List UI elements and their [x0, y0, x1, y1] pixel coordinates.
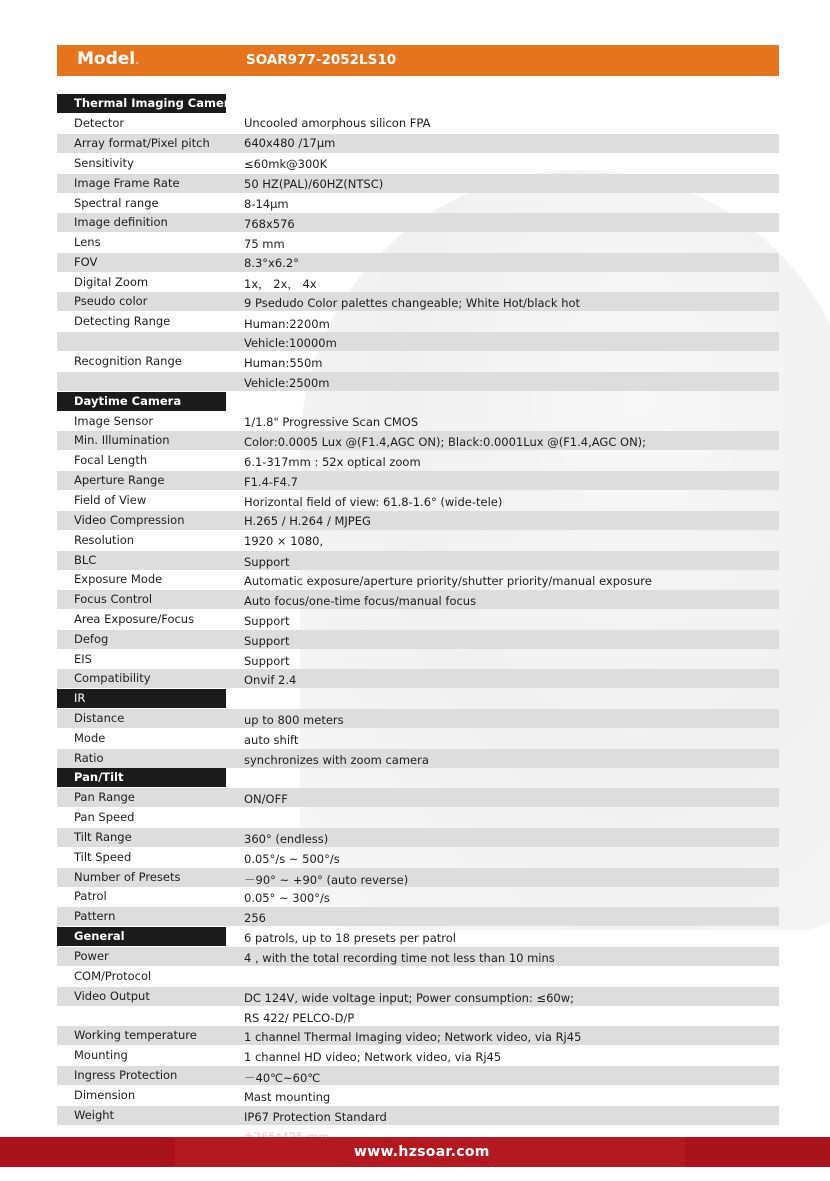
footer-url: www.hzsoar.com — [354, 1144, 490, 1160]
spec-value: DC 124V, wide voltage input; Power consumption: ≤60w; — [244, 991, 574, 1005]
spec-row: Tilt Speed — [74, 850, 132, 864]
spec-row: Working temperature — [57, 1026, 779, 1045]
spec-value: F1.4-F4.7 — [244, 475, 298, 489]
spec-row: Patrol — [74, 889, 107, 903]
spec-row: Image definition — [57, 213, 779, 232]
spec-value: H.265 / H.264 / MJPEG — [244, 514, 371, 528]
spec-row: Resolution — [74, 533, 135, 547]
spec-row: Defog — [57, 630, 779, 649]
footer-left-block — [0, 1137, 175, 1167]
spec-row: Detecting Range — [74, 314, 171, 328]
spec-row: Distance — [57, 709, 779, 728]
spec-row: Weight — [57, 1106, 779, 1125]
spec-value: 640x480 /17μm — [244, 136, 336, 150]
spec-row: Pan Range — [57, 788, 779, 807]
spec-value: 8-14μm — [244, 197, 289, 211]
spec-row: Focal Length — [74, 453, 148, 467]
spec-row: EIS — [74, 652, 92, 666]
spec-row: Field of View — [74, 493, 147, 507]
spec-value: Support — [244, 614, 290, 628]
spec-row: Sensitivity — [74, 156, 134, 170]
spec-value: 50 HZ(PAL)/60HZ(NTSC) — [244, 177, 384, 191]
spec-row: Array format/Pixel pitch — [57, 134, 779, 153]
spec-row: Min. Illumination — [57, 431, 779, 450]
section-general: General — [57, 927, 226, 946]
spec-row: Detector — [74, 116, 125, 130]
spec-value: Human:550m — [244, 356, 323, 370]
spec-value: ≤60mk@300K — [244, 157, 328, 171]
spec-row: Mounting — [74, 1048, 128, 1062]
spec-value: up to 800 meters — [244, 713, 344, 727]
spec-value: Color:0.0005 Lux @(F1.4,AGC ON); Black:0.0001Lux @(F1.4,AGC ON); — [244, 435, 647, 449]
spec-row: Mode — [74, 731, 106, 745]
spec-value: 1 channel Thermal Imaging video; Network video, via Rj45 — [244, 1030, 582, 1044]
spec-value: Automatic exposure/aperture priority/shutter priority/manual exposure — [244, 574, 652, 588]
model-header — [57, 45, 779, 76]
spec-value: －90° ~ +90° (auto reverse) — [244, 873, 409, 887]
spec-row: Video Output — [57, 987, 779, 1006]
spec-value: 9 Psedudo Color palettes changeable; White Hot/black hot — [244, 296, 581, 310]
spec-row: Power — [57, 947, 779, 966]
spec-row: Ratio — [57, 749, 779, 768]
section-daytime: Daytime Camera — [57, 392, 226, 411]
spec-row: Tilt Range — [57, 828, 779, 847]
spec-value: Support — [244, 634, 290, 648]
spec-row: Area Exposure/Focus — [74, 612, 195, 626]
spec-value: RS 422/ PELCO-D/P — [244, 1011, 355, 1025]
spec-row-blank — [57, 1007, 779, 1026]
section-thermal: Thermal Imaging Camera — [57, 94, 226, 113]
spec-value: 1 channel HD video; Network video, via Rj45 — [244, 1050, 502, 1064]
spec-value: 0.05° ~ 300°/s — [244, 891, 330, 905]
spec-value: 360° (endless) — [244, 832, 329, 846]
spec-value: Human:2200m — [244, 317, 330, 331]
spec-row: Lens — [74, 235, 101, 249]
spec-value: 4 , with the total recording time not less than 10 mins — [244, 951, 555, 965]
spec-row: Aperture Range — [57, 471, 779, 490]
spec-row: Image Frame Rate — [57, 174, 779, 193]
model-label: Model. — [77, 49, 140, 69]
spec-value: 768x576 — [244, 217, 295, 231]
spec-row: Compatibility — [57, 669, 779, 688]
spec-value: Support — [244, 555, 290, 569]
spec-value: ON/OFF — [244, 792, 288, 806]
spec-value: 1/1.8" Progressive Scan CMOS — [244, 415, 419, 429]
spec-value: 1x， 2x， 4x — [244, 277, 317, 291]
spec-value: auto shift — [244, 733, 299, 747]
spec-value: Auto focus/one-time focus/manual focus — [244, 594, 477, 608]
spec-row: Spectral range — [74, 196, 159, 210]
spec-row: Pattern — [57, 907, 779, 926]
spec-value: 0.05°/s ~ 500°/s — [244, 852, 340, 866]
spec-value: 6 patrols, up to 18 presets per patrol — [244, 931, 456, 945]
spec-value: Uncooled amorphous silicon FPA — [244, 116, 431, 130]
footer-right-block — [685, 1137, 830, 1167]
spec-row: Digital Zoom — [74, 275, 149, 289]
section-ir: IR — [57, 689, 226, 708]
spec-row-blank — [57, 372, 779, 391]
spec-row: Pseudo color — [57, 292, 779, 311]
spec-value: Support — [244, 654, 290, 668]
model-value: SOAR977-2052LS10 — [246, 52, 397, 68]
spec-value: Mast mounting — [244, 1090, 331, 1104]
spec-row: Ingress Protection — [57, 1066, 779, 1085]
spec-value: 1920 × 1080, — [244, 534, 324, 548]
model-label-dot: . — [135, 53, 140, 68]
spec-row: Number of Presets — [57, 868, 779, 887]
spec-value: Onvif 2.4 — [244, 673, 297, 687]
spec-value: Vehicle:10000m — [244, 336, 337, 350]
spec-value: IP67 Protection Standard — [244, 1110, 387, 1124]
spec-row-blank — [57, 332, 779, 351]
spec-row: Dimension — [74, 1088, 136, 1102]
spec-value: 75 mm — [244, 237, 285, 251]
section-pantilt: Pan/Tilt — [57, 768, 226, 787]
spec-value: －40℃~60℃ — [244, 1071, 321, 1085]
footer-bar — [0, 1137, 830, 1167]
spec-value: Horizontal field of view: 61.8-1.6° (wide-tele) — [244, 495, 503, 509]
spec-value: synchronizes with zoom camera — [244, 753, 429, 767]
spec-row: Pan Speed — [74, 810, 135, 824]
spec-row: Focus Control — [57, 590, 779, 609]
spec-row: Exposure Mode — [74, 572, 163, 586]
spec-row: Video Compression — [57, 511, 779, 530]
spec-row: BLC — [57, 551, 779, 570]
spec-value: 256 — [244, 911, 266, 925]
spec-value: 8.3°x6.2° — [244, 256, 299, 270]
spec-row: Recognition Range — [74, 354, 182, 368]
spec-value: Vehicle:2500m — [244, 376, 330, 390]
spec-value: 6.1-317mm : 52x optical zoom — [244, 455, 421, 469]
spec-row: COM/Protocol — [74, 969, 152, 983]
spec-row: Image Sensor — [74, 414, 154, 428]
spec-row: FOV — [57, 253, 779, 272]
